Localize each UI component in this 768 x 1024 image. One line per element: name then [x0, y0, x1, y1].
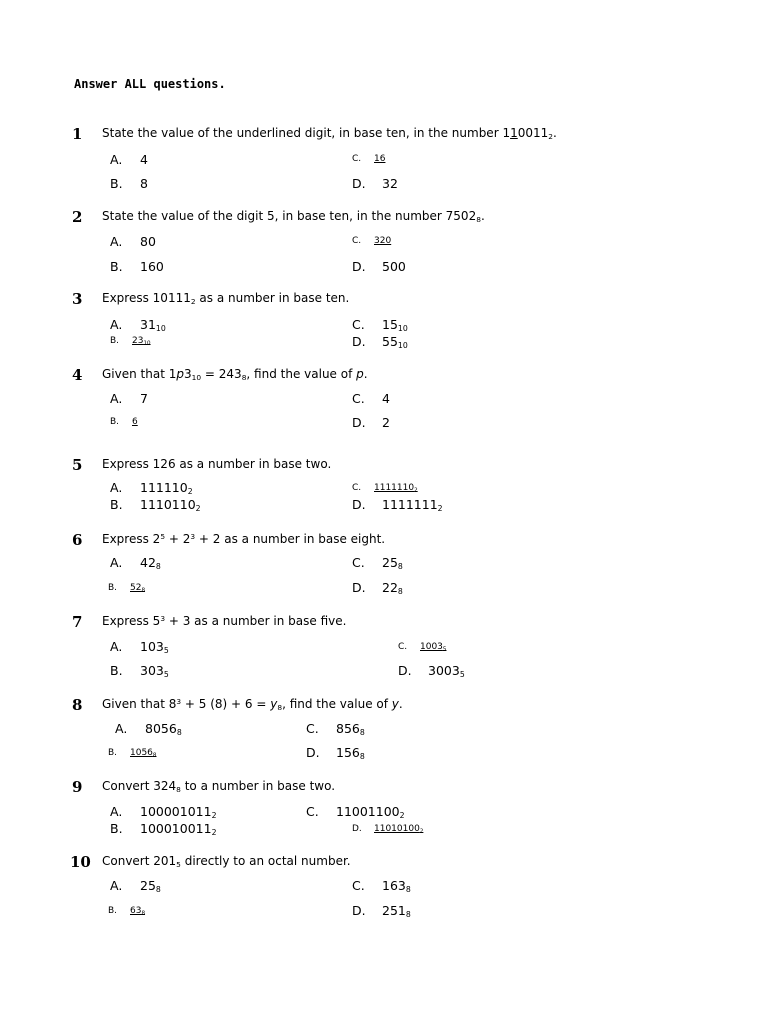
- option-b[interactable]: B. $100010011_2$: [110, 821, 217, 837]
- option-b-marked[interactable]: B. $1056_8$: [108, 748, 157, 759]
- question-text: Convert $201_5$ directly to an octal number.: [102, 854, 351, 869]
- option-a[interactable]: A. $8056_8$: [115, 721, 182, 737]
- option-c[interactable]: C. 4: [352, 391, 390, 406]
- option-d[interactable]: D. 32: [352, 176, 398, 191]
- option-b-marked[interactable]: B. 6: [110, 417, 138, 427]
- question-number: 4: [72, 366, 83, 384]
- option-b-marked[interactable]: B. $63_8$: [108, 906, 146, 917]
- question-text: Express $5^3 + 3$ as a number in base five.: [102, 613, 347, 628]
- option-d[interactable]: D. 500: [352, 259, 406, 274]
- question-number: 2: [72, 208, 83, 226]
- option-d[interactable]: D. $251_8$: [352, 903, 411, 919]
- option-b[interactable]: B. 160: [110, 259, 164, 274]
- option-a[interactable]: A. $25_8$: [110, 878, 161, 894]
- option-c[interactable]: C. $25_8$: [352, 555, 403, 571]
- option-b[interactable]: B. $1110110_2$: [110, 497, 201, 513]
- question-text: Given that $1p3_{10} = 243_8$, find the value of p.: [102, 367, 368, 382]
- option-c-marked[interactable]: C. 320: [352, 236, 392, 246]
- option-d[interactable]: D. $3003_5$: [398, 663, 465, 679]
- option-c[interactable]: C. $11001100_2$: [306, 804, 405, 820]
- option-a[interactable]: A. 80: [110, 234, 156, 249]
- question-text: Express $2^5 + 2^3 + 2$ as a number in base eight.: [102, 531, 386, 546]
- option-c[interactable]: C. $163_8$: [352, 878, 411, 894]
- question-text: Given that $8^3 + 5$ $(8) + 6 = y_8$, find the value of y.: [102, 696, 403, 712]
- option-d[interactable]: D. $55_{10}$: [352, 334, 408, 350]
- question-text: Express 126 as a number in base two.: [102, 457, 332, 471]
- option-b[interactable]: B. $303_5$: [110, 663, 169, 679]
- option-c-marked[interactable]: C. 16: [352, 154, 386, 164]
- option-d[interactable]: D. $156_8$: [306, 745, 365, 761]
- question-number: 6: [72, 531, 83, 549]
- question-text: State the value of the underlined digit, in base ten, in the number $110011_2$.: [102, 126, 557, 141]
- option-c[interactable]: C. $15_{10}$: [352, 317, 408, 333]
- option-a[interactable]: A. $100001011_2$: [110, 804, 217, 820]
- option-b-marked[interactable]: B. $52_8$: [108, 583, 146, 594]
- option-a[interactable]: A. $31_{10}$: [110, 317, 166, 333]
- option-d[interactable]: D. 2: [352, 415, 390, 430]
- question-text: Express $10111_2$ as a number in base ten.: [102, 291, 350, 306]
- question-number: 9: [72, 778, 83, 796]
- option-a[interactable]: A. 7: [110, 391, 148, 406]
- question-number: 1: [72, 125, 83, 143]
- question-text: Convert $324_8$ to a number in base two.: [102, 779, 336, 794]
- option-d[interactable]: D. $1111111_2$: [352, 497, 443, 513]
- question-number: 10: [70, 853, 91, 871]
- option-d-marked[interactable]: D. $11010100_2$: [352, 824, 424, 835]
- option-c-marked[interactable]: C. $1003_5$: [398, 642, 447, 653]
- option-b-marked[interactable]: B. $23_{10}$: [110, 336, 151, 347]
- instructions-heading: Answer ALL questions.: [74, 77, 226, 91]
- option-a[interactable]: A. 4: [110, 152, 148, 167]
- option-c-marked[interactable]: C. $1111110_2$: [352, 483, 418, 494]
- question-number: 5: [72, 456, 83, 474]
- question-number: 8: [72, 696, 83, 714]
- question-number: 3: [72, 290, 83, 308]
- question-text: State the value of the digit 5, in base ten, in the number $7502_8$.: [102, 209, 485, 224]
- question-number: 7: [72, 613, 83, 631]
- option-d[interactable]: D. $22_8$: [352, 580, 403, 596]
- option-c[interactable]: C. $856_8$: [306, 721, 365, 737]
- option-a[interactable]: A. $111110_2$: [110, 480, 193, 496]
- option-a[interactable]: A. $103_5$: [110, 639, 169, 655]
- option-b[interactable]: B. 8: [110, 176, 148, 191]
- option-a[interactable]: A. $42_8$: [110, 555, 161, 571]
